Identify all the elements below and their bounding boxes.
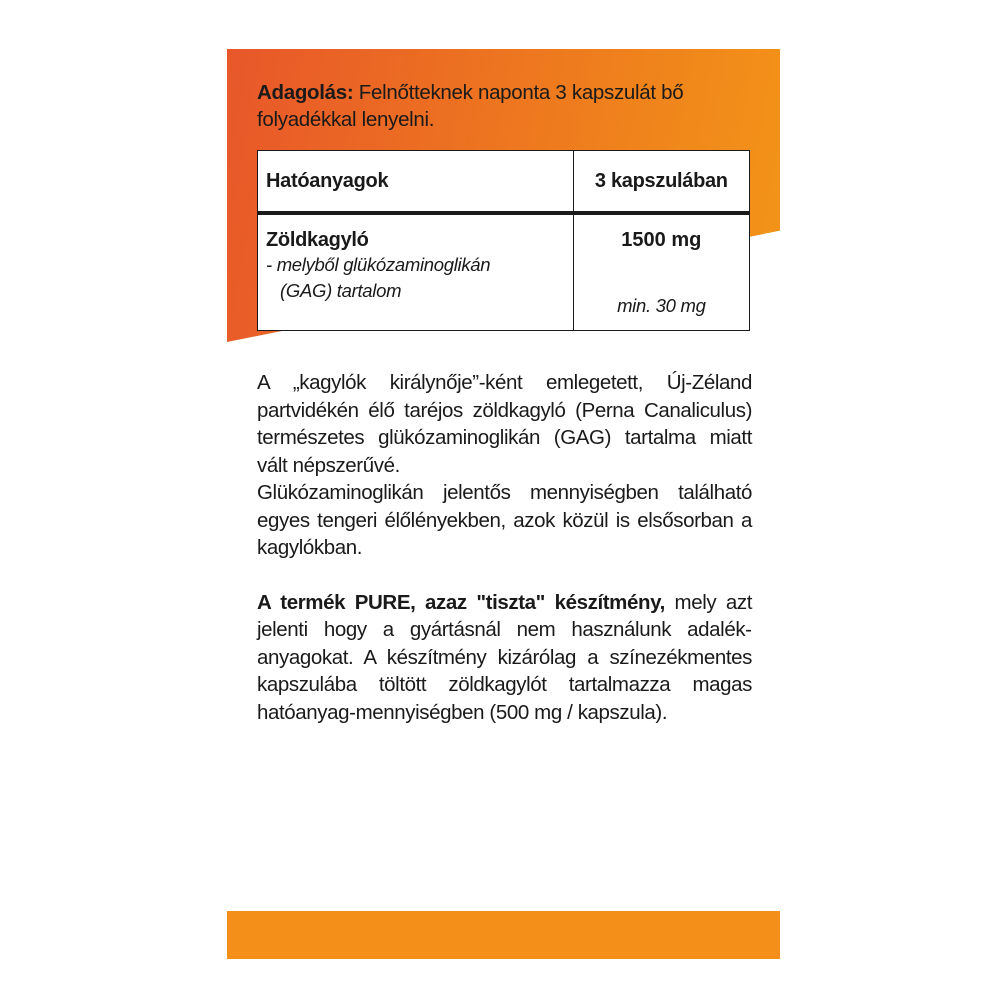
pure-explanation: mely azt jelenti hogy a gyártásnál nem használunk adalékanyagokat. A készítmény kizárólag a színezékmentes kapszulába töltött zöldkagylót tartalmazza magas hatóanyag-mennyiségben (500 mg / kapszula). <box>257 590 752 724</box>
header-active-ingredients: Hatóanyagok <box>258 151 574 214</box>
product-description <box>257 369 752 726</box>
ingredient-sub-amount: min. 30 mg <box>617 295 706 316</box>
dosage-label: Adagolás: <box>257 81 354 104</box>
table-row <box>258 213 750 331</box>
dosage-instructions: Felnőtteknek naponta 3 kapszulát bő folyadékkal lenyelni. <box>257 81 684 131</box>
orange-bottom-bar <box>227 911 780 959</box>
product-label-panel <box>227 49 780 959</box>
description-paragraph-1: A „kagylók királynője”-ként emlegetett, Új-Zéland partvidékén élő taréjos zöldkagyló (Perna Canaliculus) természetes glükózaminoglikán (GAG) tartalma miatt vált népszerűvé. <box>257 371 752 477</box>
dosage-text <box>257 79 757 133</box>
ingredient-amount: 1500 mg <box>621 229 702 251</box>
description-paragraph-3 <box>257 589 752 727</box>
ingredient-amount-cell <box>573 213 749 331</box>
ingredient-sub-line2: (GAG) tartalom <box>280 280 402 301</box>
description-paragraph-2: Glükózaminoglikán jelentős mennyiségben található egyes tengeri élőlényekben, azok közül is elsősorban a kagylókban. <box>257 481 752 559</box>
ingredients-table <box>257 150 750 331</box>
ingredient-name: Zöldkagyló <box>266 229 369 251</box>
ingredient-name-cell <box>258 213 574 331</box>
pure-statement: A termék PURE, azaz "tiszta" készítmény, <box>257 590 665 614</box>
ingredients-header-row <box>258 151 750 214</box>
ingredient-sub-line1: - melyből glükózaminoglikán <box>266 254 491 275</box>
header-per-3-capsules: 3 kapszulában <box>573 151 749 214</box>
